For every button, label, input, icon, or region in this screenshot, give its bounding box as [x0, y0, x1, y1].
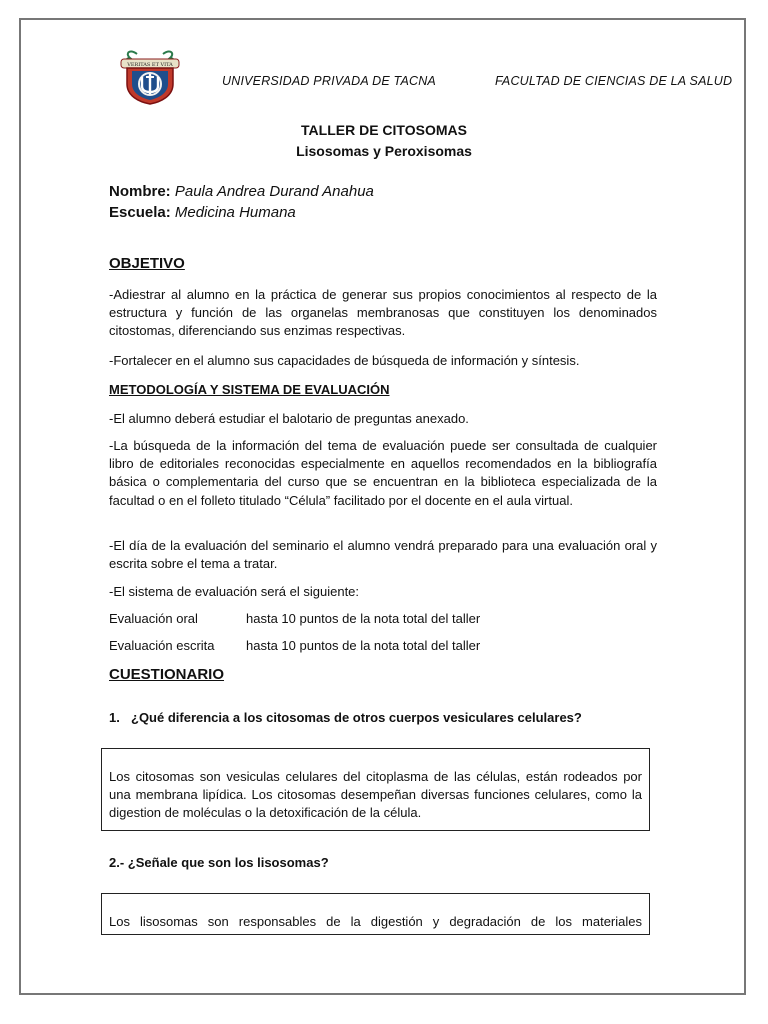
objective-paragraph-2: -Fortalecer en el alumno sus capacidades de búsqueda de información y síntesis. [109, 353, 580, 368]
question-1-text: ¿Qué diferencia a los citosomas de otros cuerpos vesiculares celulares? [131, 710, 582, 725]
objective-heading: OBJETIVO [109, 255, 185, 272]
evaluation-oral-label: Evaluación oral [109, 611, 198, 626]
questionnaire-heading: CUESTIONARIO [109, 666, 225, 683]
objective-paragraph-1: -Adiestrar al alumno en la práctica de generar sus propios conocimientos al respecto de la estructura y función de las organelas membranosas que constituyen los denominados citostomas, diferenciando sus enzimas respectivas. [109, 287, 657, 339]
school-label: Escuela: [109, 204, 171, 221]
university-name: UNIVERSIDAD PRIVADA DE TACNA [222, 74, 436, 88]
name-value: Paula Andrea Durand Anahua [174, 183, 374, 200]
answer-box-2 [101, 893, 650, 935]
question-2 [109, 855, 329, 870]
answer-box-1 [101, 748, 650, 831]
question-1-number: 1. [109, 710, 120, 725]
name-field [109, 183, 374, 200]
methodology-paragraph-2: -La búsqueda de la información del tema de evaluación puede ser consultada de cualquier libro de editoriales reconocidas especialmente en aquellos recomendados en la bibliografía básica o complementaria del curso que se encuentran en la biblioteca especializada de la facultad o en el folleto titulado “Célula” facilitado por el docente en el aula virtual. [109, 438, 657, 508]
document-title: TALLER DE CITOSOMAS [301, 122, 467, 138]
methodology-heading: METODOLOGÍA Y SISTEMA DE EVALUACIÓN [109, 382, 390, 397]
school-value: Medicina Humana [174, 204, 296, 221]
document-subtitle: Lisosomas y Peroxisomas [296, 143, 472, 159]
logo-motto: VERITAS ET VITA [127, 62, 173, 68]
methodology-paragraph-4: -El sistema de evaluación será el siguiente: [109, 584, 360, 599]
evaluation-written-value: hasta 10 puntos de la nota total del taller [246, 638, 481, 653]
answer-1-text: Los citosomas son vesiculas celulares del citoplasma de las células, están rodeados por una membrana lipídica. Los citosomas desempeñan diversas funciones celulares, como la digestion de moléculas o la detoxificación de la célula. [109, 769, 642, 821]
university-seal-icon [115, 44, 185, 106]
question-2-number: 2.- [109, 855, 125, 870]
name-label: Nombre: [109, 183, 171, 200]
school-field [109, 204, 296, 221]
question-2-text: ¿Señale que son los lisosomas? [127, 855, 329, 870]
evaluation-written-label: Evaluación escrita [109, 638, 215, 653]
faculty-name: FACULTAD DE CIENCIAS DE LA SALUD [495, 74, 733, 88]
question-1 [109, 710, 582, 725]
answer-2-text: Los lisosomas son responsables de la digestión y degradación de los materiales [109, 914, 642, 929]
methodology-paragraph-3: -El día de la evaluación del seminario el alumno vendrá preparado para una evaluación oral y escrita sobre el tema a tratar. [109, 538, 657, 572]
evaluation-oral-value: hasta 10 puntos de la nota total del taller [246, 611, 481, 626]
methodology-paragraph-1: -El alumno deberá estudiar el balotario de preguntas anexado. [109, 411, 469, 426]
